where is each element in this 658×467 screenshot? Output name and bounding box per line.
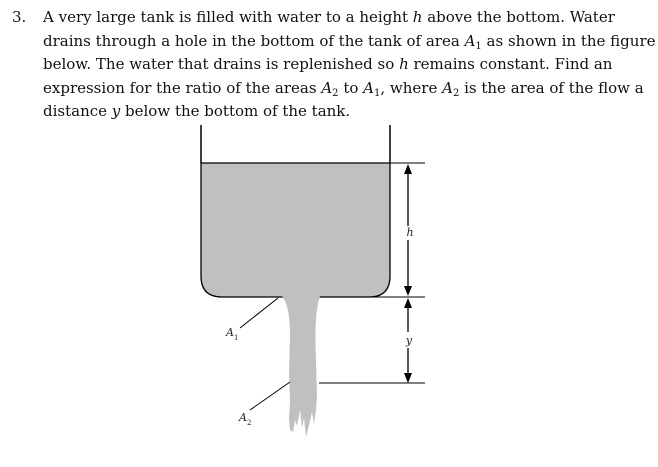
y-arrow-up xyxy=(404,298,412,308)
y-label: y xyxy=(405,334,413,347)
math-variable: h xyxy=(399,55,409,73)
a1-subscript: 1 xyxy=(233,334,239,342)
math-variable: y xyxy=(111,102,121,120)
a2-label xyxy=(238,411,251,427)
math-variable: A xyxy=(442,78,453,97)
text-run: A very large tank is filled with water to a height xyxy=(43,8,413,26)
h-label: h xyxy=(406,226,414,239)
a1-leader-line xyxy=(240,298,278,328)
text-run: is the area of the flow a xyxy=(459,78,644,97)
a1-label xyxy=(225,326,238,342)
tank-water xyxy=(201,163,390,297)
math-variable: A xyxy=(464,31,476,50)
h-arrow-down xyxy=(404,286,412,296)
text-run: , where xyxy=(380,78,443,97)
math-variable: A xyxy=(363,78,374,97)
a1-letter: A xyxy=(226,326,234,339)
text-run: above the bottom. Water xyxy=(422,8,615,26)
text-run: to xyxy=(338,78,364,97)
text-run: as shown in the figure xyxy=(481,31,656,50)
subscript: 2 xyxy=(332,87,339,99)
a2-leader-line xyxy=(250,382,290,410)
math-variable: h xyxy=(412,8,423,26)
subscript: 1 xyxy=(475,40,482,52)
a2-letter: A xyxy=(239,411,247,424)
a2-subscript: 2 xyxy=(246,419,252,427)
text-run: below. The water that drains is replenished so xyxy=(43,55,400,73)
subscript: 1 xyxy=(374,87,381,99)
text-run: remains constant. Find an xyxy=(408,55,613,73)
text-run: below the bottom of the tank. xyxy=(120,102,351,120)
water-stream xyxy=(282,296,320,437)
math-variable: A xyxy=(321,78,333,97)
text-run: distance xyxy=(43,102,112,120)
problem-number: 3. xyxy=(12,8,27,26)
y-arrow-down xyxy=(404,373,412,383)
h-arrow-up xyxy=(404,164,412,174)
subscript: 2 xyxy=(452,87,460,99)
text-run: expression for the ratio of the areas xyxy=(43,78,322,97)
text-run: drains through a hole in the bottom of the tank of area xyxy=(43,31,465,50)
